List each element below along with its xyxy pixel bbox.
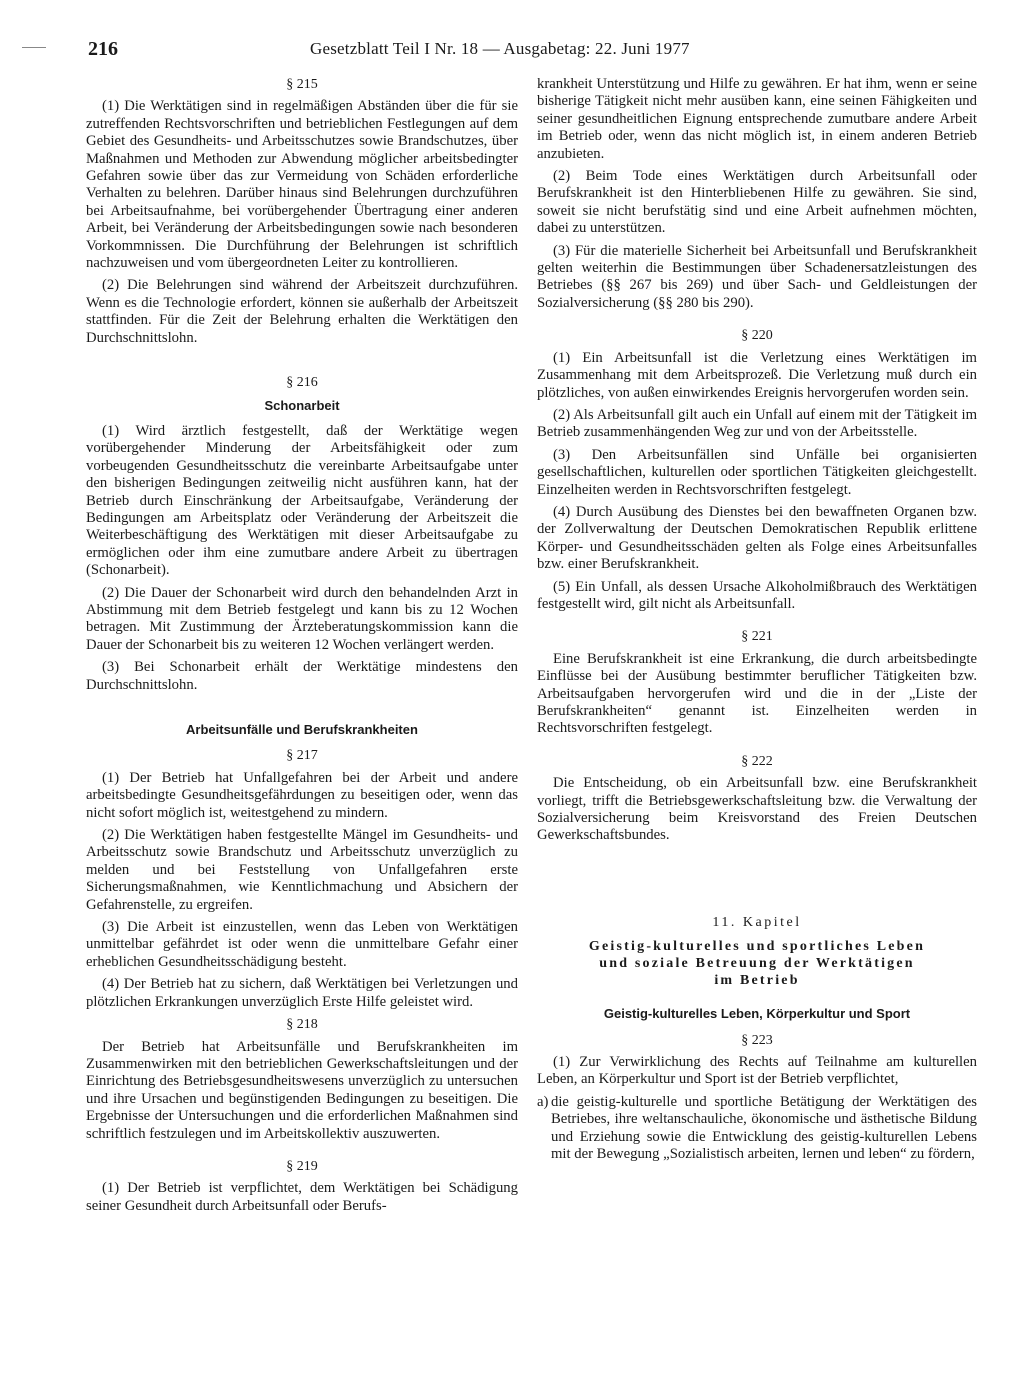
s217-para-1: (1) Der Betrieb hat Unfallgefahren bei der Arbeit und andere arbeitsbedingte Gesundheitsgefährdungen zu beseitigen oder, wenn das nicht sofort möglich ist, weitestgehend zu mindern.	[86, 769, 518, 821]
s219-para-2: (2) Beim Tode eines Werktätigen durch Arbeitsunfall oder Berufskrankheit ist den Hinterbliebenen Hilfe zu gewähren. Sie sind, soweit sie nicht berufstätig sind und eine Arbeit aufnehmen möchten, dabei zu unterstützen.	[537, 168, 977, 237]
s220-para-5: (5) Ein Unfall, als dessen Ursache Alkoholmißbrauch des Werktätigen festgestellt wird, gilt nicht als Arbeitsunfall.	[537, 578, 977, 612]
s223-item-a	[537, 1094, 977, 1164]
s218-para-1: Der Betrieb hat Arbeitsunfälle und Berufskrankheiten im Zusammenwirken mit den betrieblichen Gewerkschaftsleitungen und der Einrichtung des Betriebsgesundheitswesens unverzüglich zu untersuchen und ihre Ursachen und begünstigenden Bedingungen zu beseitigen. Die Ergebnisse der Untersuchungen und die erforderlichen Maßnahmen sind schriftlich festzulegen und im Arbeitskollektiv auszuwerten.	[86, 1038, 518, 1142]
section-223-number: § 223	[741, 1032, 773, 1048]
chapter-title	[537, 938, 977, 989]
subheading-kulturelles-leben: Geistig-kulturelles Leben, Körperkultur und Sport	[603, 1006, 911, 1022]
s215-para-1: (1) Die Werktätigen sind in regelmäßigen Abständen über die für sie zutreffenden Rechtsvorschriften und betrieblichen Festlegungen auf dem Gebiet des Gesundheits- und Arbeitsschutzes sowie Brandschutzes, über Maßnahmen und Methoden zur Abwendung möglicher arbeitsbedingter Gefahren sowie über das zur Vermeidung von Schäden erforderliche Verhalten zu belehren. Darüber hinaus sind Belehrungen durchzuführen bei Arbeitsaufnahme, bei vorübergehender Übertragung einer anderen Arbeit, bei Veränderung der Arbeitsbedingungen sowie nach besonderen Vorkommnissen. Die Durchführung der Belehrungen ist schriftlich nachzuweisen und vom übergeordneten Leiter zu kontrollieren.	[86, 98, 518, 272]
s223-para-1: (1) Zur Verwirklichung des Rechts auf Teilnahme am kulturellen Leben, an Körperkultur und Sport ist der Betrieb verpflichtet,	[537, 1054, 977, 1088]
s216-para-3: (3) Bei Schonarbeit erhält der Werktätige mindestens den Durchschnittslohn.	[86, 659, 518, 693]
s217-para-2: (2) Die Werktätigen haben festgestellte Mängel im Gesundheits- und Arbeitsschutz sowie Brandschutz und Arbeitsschutz unverzüglich zu melden und bei Feststellung von Unfallgefahren erste Sicherungsmaßnahmen, wie Kenntlichmachung und Absichern der Gefahrenstelle, zu ergreifen.	[86, 827, 518, 913]
s219-para-1-continued: krankheit Unterstützung und Hilfe zu gewähren. Er hat ihm, wenn er seine bisherige Tätigkeit nicht mehr ausüben kann, eine seinen Fähigkeiten und seiner gesundheitlichen Eignung entsprechende zumutbare andere Arbeit im Betrieb oder, wenn das nicht möglich ist, in einem anderen Betrieb anzubieten.	[537, 76, 977, 162]
section-221-number: § 221	[741, 629, 773, 645]
s220-para-1: (1) Ein Arbeitsunfall ist die Verletzung eines Werktätigen im Zusammenhang mit dem Arbeitsprozeß. Die Verletzung muß durch ein plötzliches, von außen einwirkendes Ereignis hervorgerufen worden sein.	[537, 349, 977, 401]
running-title: Gesetzblatt Teil I Nr. 18 — Ausgabetag: 22. Juni 1977	[310, 39, 690, 58]
section-219-number: § 219	[286, 1158, 318, 1174]
s221-para-1: Eine Berufskrankheit ist eine Erkrankung, die durch arbeitsbedingte Einflüsse bei der Ausübung bestimmter beruflicher Tätigkeiten bzw. Arbeitsaufgaben hervorgerufen wird und die in der „Liste der Berufskrankheiten“ genannt ist. Einzelheiten werden in Rechtsvorschriften festgelegt.	[537, 650, 977, 737]
s215-para-2: (2) Die Belehrungen sind während der Arbeitszeit durchzuführen. Wenn es die Technologie erfordert, können sie außerhalb der Arbeitszeit stattfinden. Für die Zeit der Belehrung erhalten die Werktätigen den Durchschnittslohn.	[86, 277, 518, 346]
section-215-number: § 215	[286, 77, 318, 92]
page-header	[88, 38, 986, 62]
section-218-number: § 218	[286, 1017, 318, 1033]
page-number: 216	[88, 38, 118, 60]
section-217-number: § 217	[286, 748, 318, 764]
section-216-number: § 216	[286, 375, 318, 391]
s220-para-2: (2) Als Arbeitsunfall gilt auch ein Unfall auf einem mit der Tätigkeit im Betrieb zusammenhängenden Weg zur und von der Arbeitsstelle.	[537, 406, 977, 441]
right-column	[537, 76, 977, 1169]
section-220-number: § 220	[741, 328, 773, 344]
s223-item-a-label: a)	[537, 1093, 549, 1110]
s216-para-1: (1) Wird ärztlich festgestellt, daß der Werktätige wegen vorübergehender Minderung der Arbeitsfähigkeit oder zum vorbeugenden Gesundheitsschutz die vereinbarte Arbeitsaufgabe unter den bisherigen Bedingungen zeitweilig nicht ausführen kann, hat der Betrieb durch Einschränkung der Arbeitsaufgabe, Veränderung der Bedingungen am Arbeitsplatz oder Veränderung der Arbeitszeit die Weiterbeschäftigung des Werktätigen mit dieser Arbeitsaufgabe zu ermöglichen oder ihm eine zumutbare andere Arbeit zu übertragen (Schonarbeit).	[86, 422, 518, 579]
s220-para-3: (3) Den Arbeitsunfällen sind Unfälle bei organisierten gesellschaftlichen, kulturellen oder sportlichen Tätigkeiten gleichgestellt. Einzelheiten werden in Rechtsvorschriften festgelegt.	[537, 446, 977, 498]
margin-mark	[22, 47, 46, 48]
section-216-title: Schonarbeit	[264, 397, 340, 413]
s217-para-3: (3) Die Arbeit ist einzustellen, wenn das Leben von Werktätigen unmittelbar gefährdet ist oder wenn die unmittelbare Gefahr einer erheblichen Gesundheitsschädigung besteht.	[86, 919, 518, 970]
s219-para-1: (1) Der Betrieb ist verpflichtet, dem Werktätigen bei Schädigung seiner Gesundheit durch Arbeitsunfall oder Berufs-	[86, 1180, 518, 1214]
s222-para-1: Die Entscheidung, ob ein Arbeitsunfall bzw. eine Berufskrankheit vorliegt, trifft die Betriebsgewerkschaftsleitung bzw. die Verwaltung der Sozialversicherung beim Kreisvorstand des Freien Deutschen Gewerkschaftsbundes.	[537, 775, 977, 844]
s217-para-4: (4) Der Betrieb hat zu sichern, daß Werktätigen bei Verletzungen und plötzlichen Erkrankungen unverzüglich Erste Hilfe geleistet wird.	[86, 976, 518, 1010]
s219-para-3: (3) Für die materielle Sicherheit bei Arbeitsunfall und Berufskrankheit gelten weiterhin die Bestimmungen über Schadenersatzleistungen des Betriebes (§§ 267 bis 269) und über Sach- und Geldleistungen der Sozialversicherung (§§ 280 bis 290).	[537, 242, 977, 311]
chapter-title-line-3: im Betrieb	[714, 973, 800, 989]
heading-arbeitsunfaelle: Arbeitsunfälle und Berufskrankheiten	[186, 722, 418, 737]
chapter-title-line-1: Geistig-kulturelles und sportliches Leben	[588, 939, 926, 955]
left-column	[86, 76, 518, 1220]
section-222-number: § 222	[741, 753, 773, 769]
chapter-title-line-2: und soziale Betreuung der Werktätigen	[599, 956, 915, 972]
s216-para-2: (2) Die Dauer der Schonarbeit wird durch den behandelnden Arzt in Abstimmung mit dem Betrieb festgelegt und kann bis zu 12 Wochen betragen. Mit Zustimmung der Ärzteberatungskommission kann die Dauer der Schonarbeit bis zu weiteren 12 Wochen verlängert werden.	[86, 584, 518, 653]
s223-item-a-text: die geistig-kulturelle und sportliche Betätigung der Werktätigen des Betriebes, ihre weltanschauliche, ökonomische und ästhetische Bildung und Erziehung sowie die Entwicklung des geistig-kulturellen Lebens mit der Bewegung „Sozialistisch arbeiten, lernen und leben“ zu fördern,	[551, 1093, 977, 1163]
chapter-label: 11. Kapitel	[712, 914, 802, 930]
s220-para-4: (4) Durch Ausübung des Dienstes bei den bewaffneten Organen bzw. der Zollverwaltung der Deutschen Demokratischen Republik erlittene Körper- und Gesundheitsschäden gelten als Folge eines Arbeitsunfalles bzw. einer Berufskrankheit.	[537, 503, 977, 573]
